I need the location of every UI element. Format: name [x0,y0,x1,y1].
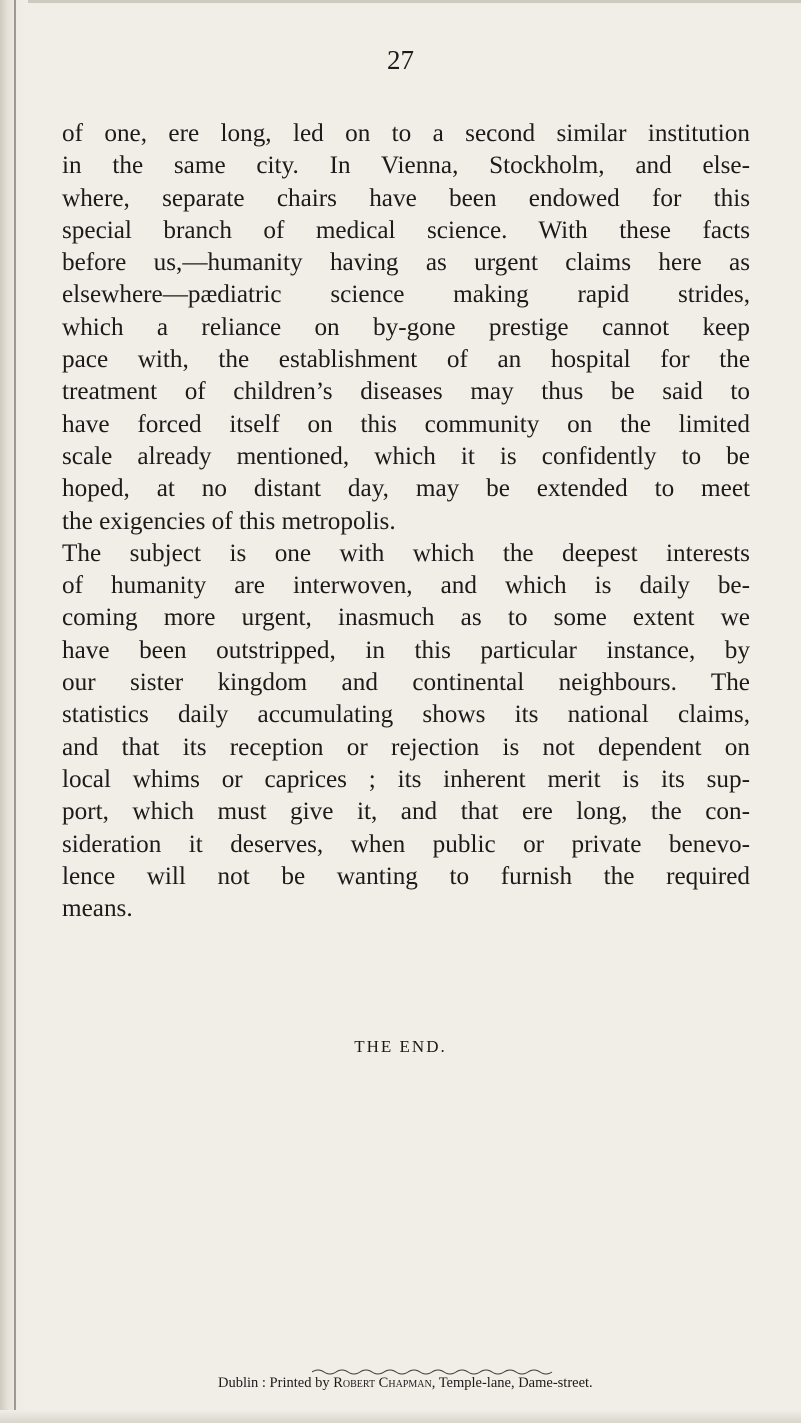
imprint-suffix: , Temple-lane, Dame-street. [431,1375,593,1391]
text-line: local whims or caprices ; its inherent merit is its sup- [62,765,750,793]
text-line: hoped, at no distant day, may be extended to meet [62,475,750,503]
binding-edge [14,0,16,1423]
text-line: have forced itself on this community on the limited [62,410,750,438]
text-line: which a reliance on by-gone prestige cannot keep [62,313,750,341]
text-line: The subject is one with which the deepest interests [62,539,750,567]
text-line: sideration it deserves, when public or private benevo- [62,830,750,858]
page-number: 27 [387,45,414,75]
imprint-prefix: Dublin : Printed by [218,1375,334,1391]
text-line: of one, ere long, led on to a second similar institution [62,120,750,147]
body-text [62,118,750,925]
text-line: elsewhere—pædiatric science making rapid strides, [62,281,750,309]
text-line: before us,—humanity having as urgent claims here as [62,249,750,277]
text-line: pace with, the establishment of an hospital for the [62,346,750,374]
page-bottom-edge [0,1410,801,1423]
the-end-heading: THE END. [354,1037,447,1056]
imprint-printer: Robert Chapman [333,1375,432,1391]
text-line: and that its reception or rejection is not dependent on [62,733,750,761]
text-line: statistics daily accumulating shows its national claims, [62,701,750,729]
page-top-edge [0,0,801,3]
text-line: in the same city. In Vienna, Stockholm, and else- [62,152,750,180]
text-line: means. [62,895,133,923]
text-line: our sister kingdom and continental neighbours. The [62,669,750,697]
text-line: where, separate chairs have been endowed for this [62,184,750,212]
text-line: coming more urgent, inasmuch as to some extent we [62,604,750,632]
text-line: have been outstripped, in this particular instance, by [62,636,750,664]
text-line: scale already mentioned, which it is confidently to be [62,442,750,470]
text-line: port, which must give it, and that ere long, the con- [62,798,750,826]
text-line: the exigencies of this metropolis. [62,507,396,535]
text-line: of humanity are interwoven, and which is daily be- [62,572,750,600]
printer-imprint [218,1374,778,1392]
text-line: special branch of medical science. With these facts [62,216,750,244]
text-line: lence will not be wanting to furnish the required [62,862,750,890]
text-line: treatment of children’s diseases may thus be said to [62,378,750,406]
